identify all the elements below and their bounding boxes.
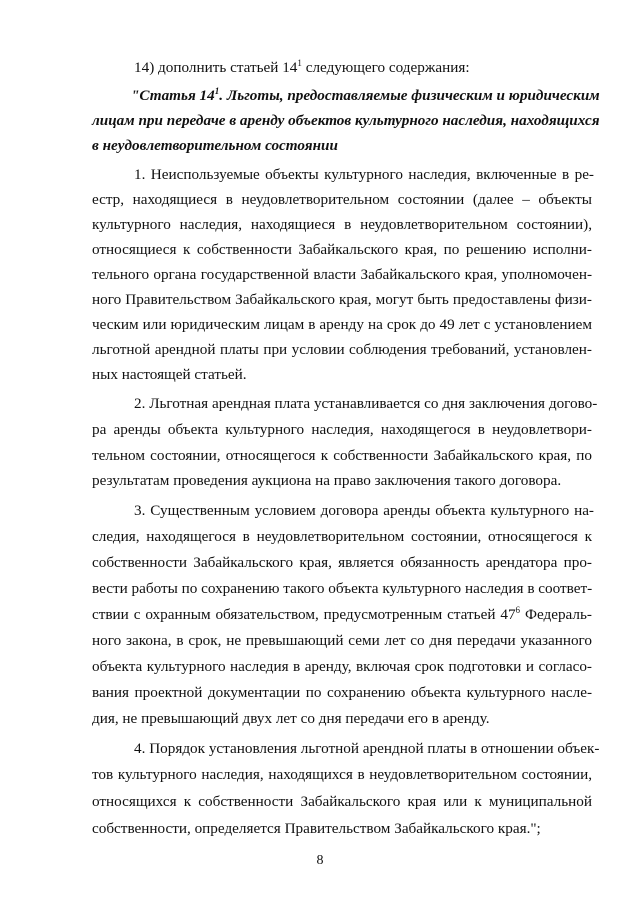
p1-line: культурного наследия, находящиеся в неудовлетворительном состоянии),	[92, 216, 592, 233]
p1-line: естр, находящиеся в неудовлетворительном состоянии (далее – объекты	[92, 191, 592, 208]
p3-line: вести работы по сохранению такого объекта культурного наследия в соответ-	[92, 580, 593, 597]
p3-line: следия, находящегося в неудовлетворительном состоянии, относящегося к	[92, 528, 592, 545]
p1-line: ного Правительством Забайкальского края, могут быть предоставлены физи-	[92, 291, 592, 308]
p3-line: дия, не превышающий двух лет со дня передачи его в аренду.	[92, 710, 490, 727]
p4-line: собственности, определяется Правительством Забайкальского края.";	[92, 820, 541, 837]
page-number: 8	[316, 853, 324, 868]
p1-line: относящиеся к собственности Забайкальского края, по решению исполни-	[92, 241, 592, 258]
article-heading-line-3: в неудовлетворительном состоянии	[92, 137, 338, 154]
p4-line: 4. Порядок установления льготной арендной платы в отношении объек-	[134, 740, 600, 757]
p1-line: 1. Неиспользуемые объекты культурного наследия, включенные в ре-	[134, 166, 594, 183]
amendment-intro: 14) дополнить статьей $14^1$ следующего содержания:	[134, 58, 470, 76]
p2-line: результатам проведения аукциона на право заключения такого договора.	[92, 472, 562, 489]
p2-line: тельном состоянии, относящегося к собственности Забайкальского края, по	[92, 447, 592, 464]
p3-line: объекта культурного наследия в аренду, включая срок подготовки и согласо-	[92, 658, 592, 675]
p1-line: ных настоящей статьей.	[92, 366, 247, 383]
article-heading-line-1: "Статья $14^1$. Льготы, предоставляемые физическим и юридическим	[131, 86, 600, 104]
p2-line: 2. Льготная арендная плата устанавливается со дня заключения догово-	[134, 395, 598, 412]
p3-line: собственности Забайкальского края, является обязанность арендатора про-	[92, 554, 592, 571]
p1-line: тельного органа государственной власти Забайкальского края, уполномочен-	[92, 266, 592, 283]
p2-line: ра аренды объекта культурного наследия, находящегося в неудовлетвори-	[92, 421, 592, 438]
p3-line: ствии с охранным обязательством, предусмотренным статьей $47^6$ Федераль-	[92, 605, 592, 623]
p1-line: льготной арендной платы при условии соблюдения требований, установлен-	[92, 341, 592, 358]
p4-line: тов культурного наследия, находящихся в неудовлетворительном состоянии,	[92, 766, 592, 783]
article-heading-line-2: лицам при передаче в аренду объектов культурного наследия, находящихся	[92, 112, 600, 129]
p4-line: относящихся к собственности Забайкальского края или к муниципальной	[92, 793, 592, 810]
p1-line: ческим или юридическим лицам в аренду на срок до 49 лет с установлением	[92, 316, 592, 333]
p3-line: 3. Существенным условием договора аренды объекта культурного на-	[134, 502, 594, 519]
p3-line: вания проектной документации по сохранению объекта культурного насле-	[92, 684, 592, 701]
p3-line: ного закона, в срок, не превышающий семи лет со дня передачи указанного	[92, 632, 592, 649]
